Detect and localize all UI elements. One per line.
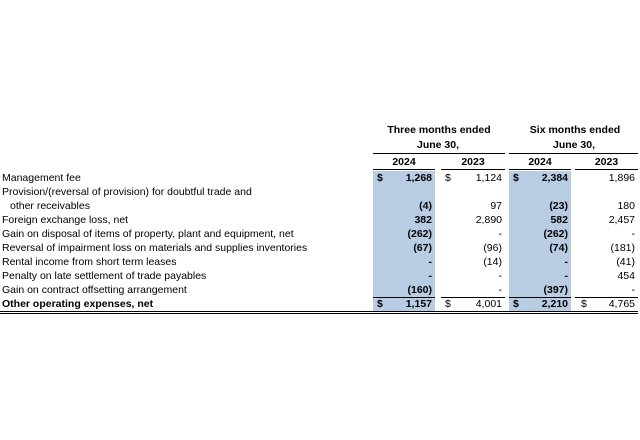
year-underline-s23: [575, 169, 638, 170]
cell-s2023: 180: [617, 200, 635, 212]
cell-q2023: 2,890: [475, 214, 502, 226]
cell-q2023: 1,124: [475, 172, 502, 184]
year-2023-s: 2023: [594, 156, 619, 168]
currency-symbol: $: [445, 298, 451, 310]
row-label: Gain on disposal of items of property, plant and equipment, net: [2, 228, 294, 240]
currency-symbol: $: [377, 298, 383, 310]
cell-q2024: -: [428, 270, 432, 282]
currency-symbol: $: [581, 298, 587, 310]
cell-q2024: -: [428, 256, 432, 268]
cell-q2023: -: [498, 270, 502, 282]
row-label: Reversal of impairment loss on materials and supplies inventories: [2, 242, 308, 254]
cell-s2024: -: [564, 256, 568, 268]
cell-s2024: 2,384: [541, 172, 568, 184]
row-label: other receivables: [10, 200, 90, 212]
cell-s2023: 2,457: [608, 214, 635, 226]
cell-s2023: 1,896: [608, 172, 635, 184]
cell-s2024: -: [564, 270, 568, 282]
three-months-header-line2: June 30,: [417, 139, 460, 151]
six-months-underline: [509, 153, 638, 154]
cell-q2024: (160): [407, 284, 432, 296]
three-months-header: [373, 124, 505, 137]
cell-s2024: (74): [549, 242, 568, 254]
cell-s2023: (181): [610, 242, 635, 254]
cell-q2024: (262): [407, 228, 432, 240]
year-2024-s: 2024: [528, 156, 552, 168]
row-label: Foreign exchange loss, net: [2, 214, 129, 226]
total-s2024: 2,210: [541, 298, 568, 310]
cell-s2023: 454: [617, 270, 635, 282]
year-underline-q23: [441, 169, 505, 170]
year-2024-q: 2024: [392, 156, 416, 168]
row-label: Gain on contract offsetting arrangement: [2, 284, 187, 296]
row-label: Management fee: [2, 172, 81, 184]
cell-q2024: (67): [413, 242, 432, 254]
currency-symbol: $: [513, 298, 519, 310]
six-months-header-line2: June 30,: [553, 139, 596, 151]
six-months-header-line1: Six months ended: [529, 124, 621, 136]
row-label: Penalty on late settlement of trade payables: [2, 270, 207, 282]
cell-s2023: (41): [616, 256, 635, 268]
currency-symbol: $: [445, 172, 451, 184]
total-s2023: 4,765: [608, 298, 635, 310]
cell-s2024: (262): [543, 228, 568, 240]
cell-q2023: -: [498, 284, 502, 296]
currency-symbol: $: [377, 172, 383, 184]
cell-q2024: (4): [419, 200, 432, 212]
cell-q2024: 1,268: [405, 172, 432, 184]
total-double-rule: [0, 311, 638, 314]
total-q2023: 4,001: [475, 298, 502, 310]
cell-s2023: -: [631, 228, 635, 240]
currency-symbol: $: [513, 172, 519, 184]
row-label: Provision/(reversal of provision) for doubtful trade and: [2, 186, 252, 198]
cell-s2023: -: [631, 284, 635, 296]
cell-q2023: (96): [483, 242, 502, 254]
cell-s2024: (23): [549, 200, 568, 212]
three-months-header-line1: Three months ended: [387, 124, 491, 136]
row-label: Rental income from short term leases: [2, 256, 177, 268]
three-months-underline: [373, 153, 505, 154]
year-underline-q24: [373, 169, 435, 170]
cell-q2023: 97: [490, 200, 502, 212]
year-underline-s24: [509, 169, 571, 170]
cell-s2024: (397): [543, 284, 568, 296]
total-label: Other operating expenses, net: [2, 298, 154, 310]
six-months-header: [509, 124, 640, 137]
cell-q2023: (14): [483, 256, 502, 268]
cell-s2024: 582: [550, 214, 568, 226]
cell-q2024: 382: [414, 214, 432, 226]
year-2023-q: 2023: [461, 156, 485, 168]
cell-q2023: -: [498, 228, 502, 240]
total-q2024: 1,157: [405, 298, 432, 310]
